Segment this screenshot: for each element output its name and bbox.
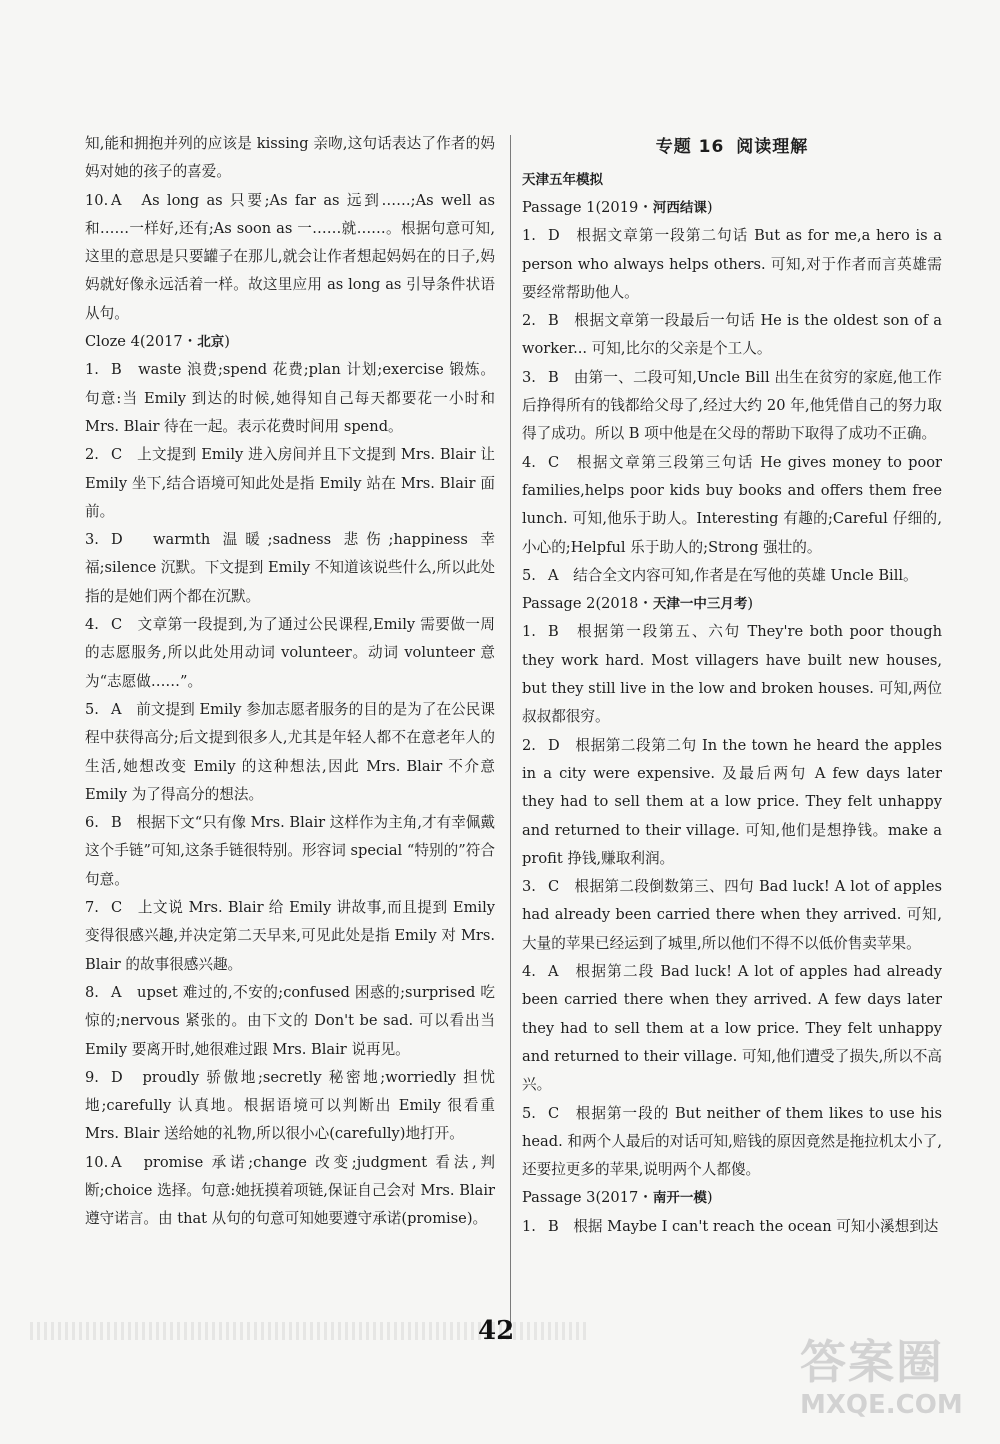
page-number: 42 [478,1316,515,1346]
answer-text: C 上文提到 Emily 进入房间并且下文提到 Mrs. Blair 让 Emily 坐下,结合语境可知此处是指 Emily 站在 Mrs. Blair 面前。 [85,446,495,520]
answer-text: B 根据第一段第五、六句 They're both poor though they work hard. Most villagers have built new houses, but they still live in the low and broken houses. 可知,两位叔叔都很穷。 [522,623,942,726]
answer-number: 5. [85,700,99,718]
answer-text: B 根据文章第一段最后一句话 He is the oldest son of a worker... 可知,比尔的父亲是个工人。 [522,312,942,358]
passage-heading: Passage 1(2019・河西结课) [522,199,713,216]
answer-item [85,894,495,979]
answer-text: A promise 承诺;change 改变;judgment 看法,判断;choice 选择。句意:她抚摸着项链,保证自己会对 Mrs. Blair 遵守诺言。由 that 从句的句意可知她要遵守承诺(promise)。 [85,1153,495,1228]
answer-number: 2. [85,446,99,464]
answer-item [522,364,942,449]
answer-text: A 结合全文内容可知,作者是在写他的英雄 Uncle Bill。 [548,566,918,584]
answer-number: 4. [522,963,536,981]
answer-item [522,449,942,562]
left-column [85,130,495,1234]
answer-number: 1. [522,227,536,245]
answer-number: 1. [85,361,99,379]
answer-text: B waste 浪费;spend 花费;plan 计划;exercise 锻炼。句意:当 Emily 到达的时候,她得知自己每天都要花一小时和 Mrs. Blair 待在一起。表示花费时间用 spend。 [85,361,495,435]
answer-text: A As long as 只要;As far as 远到……;As well as 和……一样好,还有;As soon as 一……就……。根据句意可知,这里的意思是只要罐子在那儿,就会让作者想起妈妈在的日子,妈妈就好像永远活着一样。故这里应用 as long as 引导条件状语从句。 [85,191,495,322]
passage-heading: Passage 2(2018・天津一中三月考) [522,595,754,613]
answer-text: C 根据第一段的 But neither of them likes to use his head. 和两个人最后的对话可知,赔钱的原因竟然是拖拉机太小了,还要拉更多的苹果,说明两个人都傻。 [522,1104,942,1179]
answer-number: 5. [522,566,536,584]
answer-item [522,1213,942,1241]
answer-text: C 根据第二段倒数第三、四句 Bad luck! A lot of apples had already been carried there when they arrived. 可知,大量的苹果已经运到了城里,所以他们不得不以低价售卖苹果。 [522,878,942,952]
watermark-logo: 答案圈 MXQE.COM [800,1335,963,1420]
passage-heading: Passage 3(2017・南开一模) [522,1189,713,1207]
answer-item [85,1064,495,1149]
answer-item [85,611,495,696]
answer-item [85,1149,495,1234]
answer-item [522,562,942,590]
answer-text: C 文章第一段提到,为了通过公民课程,Emily 需要做一周的志愿服务,所以此处用动词 volunteer。动词 volunteer 意为“志愿做……”。 [85,616,495,690]
passage-heading: Cloze 4(2017・北京) [85,333,230,351]
section-subhead: 天津五年模拟 [522,172,603,188]
answer-text: D 根据第二段第二句 In the town he heard the apples in a city were expensive. 及最后两句 A few days later they had to sell them at a low price. They felt unhappy and returned to their village. 可知,他们是想挣钱。make a profit 挣钱,赚取利润。 [522,736,942,867]
answer-item [522,222,942,307]
answer-item [85,526,495,611]
answer-number: 1. [522,623,536,641]
answer-text: C 上文说 Mrs. Blair 给 Emily 讲故事,而且提到 Emily 变得很感兴趣,并决定第二天早来,可见此处是指 Emily 对 Mrs. Blair 的故事很感兴趣。 [85,899,495,973]
answer-item [522,618,942,731]
column-divider [510,135,511,1330]
answer-item [85,356,495,441]
answer-number: 7. [85,899,99,917]
answer-number: 10. [85,1153,109,1171]
right-blocks [522,194,942,1241]
answer-item [522,1100,942,1185]
answer-number: 4. [85,616,99,634]
answer-item [85,441,495,526]
section-title: 专题 16 阅读理解 [655,137,809,157]
text-paragraph: 知,能和拥抱并列的应该是 kissing 亲吻,这句话表达了作者的妈妈对她的孩子的喜爱。 [85,135,495,181]
answer-text: A 根据第二段 Bad luck! A lot of apples had already been carried there when they arrived. A few days later they had to sell them at a low price. They felt unhappy and returned to their village. 可知,他们遭受了损失,所以不高兴。 [522,963,942,1094]
answer-number: 6. [85,814,99,832]
answer-number: 4. [522,453,536,471]
answer-text: D 根据文章第一段第二句话 But as for me,a hero is a person who always helps others. 可知,对于作者而言英雄需要经常帮助他人。 [522,227,942,301]
answer-text: C 根据文章第三段第三句话 He gives money to poor families,helps poor kids buy books and offers them free lunch. 可知,他乐于助人。Interesting 有趣的;Careful 仔细的,小心的;Helpful 乐于助人的;Strong 强壮的。 [522,453,942,556]
answer-item [522,307,942,364]
answer-item [522,873,942,958]
answer-item [522,732,942,873]
answer-text: B 根据 Maybe I can't reach the ocean 可知小溪想到达 [548,1217,939,1235]
answer-text: D proudly 骄傲地;secretly 秘密地;worriedly 担忧地;carefully 认真地。根据语境可以判断出 Emily 很看重 Mrs. Blair 送给她的礼物,所以很小心(carefully)地打开。 [85,1068,495,1143]
answer-number: 5. [522,1104,536,1122]
answer-item [85,696,495,809]
answer-number: 2. [522,312,536,330]
answer-number: 1. [522,1217,536,1235]
answer-number: 2. [522,736,536,754]
answer-text: B 由第一、二段可知,Uncle Bill 出生在贫穷的家庭,他工作后挣得所有的钱都给父母了,经过大约 20 年,他凭借自己的努力取得了成功。所以 B 项中他是在父母的帮助下取得了成功不正确。 [522,368,942,443]
answer-number: 9. [85,1068,99,1086]
answer-item [522,958,942,1099]
right-column [522,130,942,1241]
answer-text: A upset 难过的,不安的;confused 困惑的;surprised 吃惊的;nervous 紧张的。由下文的 Don't be sad. 可以看出当 Emily 要离开时,她很难过跟 Mrs. Blair 说再见。 [85,983,495,1058]
answer-item [85,809,495,894]
answer-number: 3. [85,531,99,549]
answer-text: A 前文提到 Emily 参加志愿者服务的目的是为了在公民课程中获得高分;后文提到很多人,尤其是年轻人都不在意老年人的生活,她想改变 Emily 的这种想法,因此 Mrs. Blair 不介意 Emily 为了得高分的想法。 [85,700,495,803]
answer-item [85,187,495,328]
answer-number: 3. [522,368,536,386]
answer-number: 3. [522,878,536,896]
answer-text: D warmth 温暖;sadness 悲伤;happiness 幸福;silence 沉默。下文提到 Emily 不知道该说些什么,所以此处指的是她们两个都在沉默。 [85,531,495,605]
answer-number: 8. [85,983,99,1001]
answer-text: B 根据下文“只有像 Mrs. Blair 这样作为主角,才有幸佩戴这个手链”可知,这条手链很特别。形容词 special “特别的”符合句意。 [85,814,495,888]
answer-item [85,979,495,1064]
answer-number: 10. [85,191,109,209]
